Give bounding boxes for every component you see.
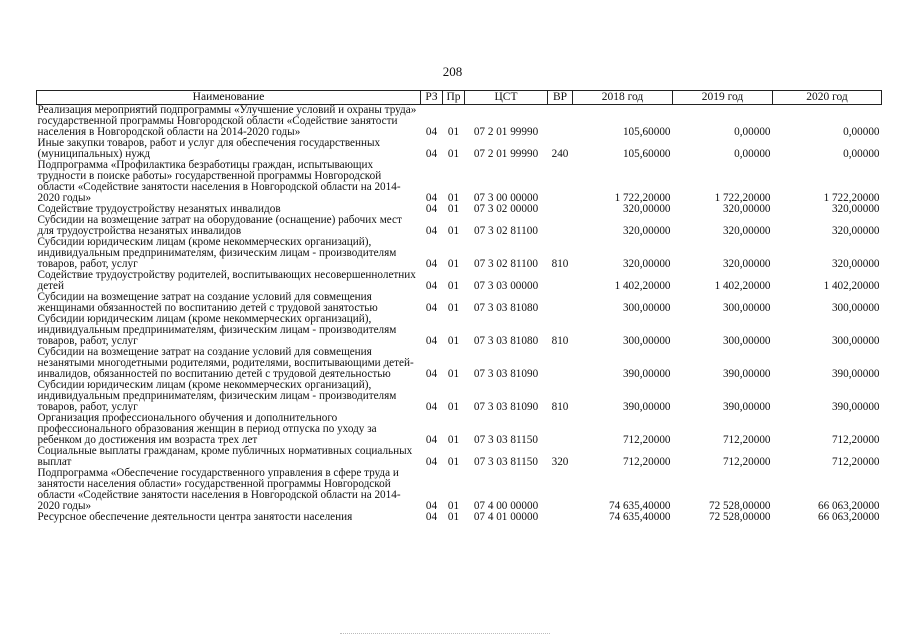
table-row — [37, 138, 882, 160]
row-pr: 01 — [447, 511, 460, 523]
row-2018: 320,00000 — [622, 203, 671, 215]
row-pr: 01 — [447, 456, 460, 468]
row-2018: 390,00000 — [622, 401, 671, 413]
row-vr — [548, 105, 573, 139]
row-cst: 07 3 03 00000 — [473, 280, 539, 292]
row-pr: 01 — [447, 203, 460, 215]
table-row — [37, 160, 882, 204]
row-pr: 01 — [447, 148, 460, 160]
row-name: Субсидии на возмещение затрат на оборудование (оснащение) рабочих мест для трудоустройства незанятых инвалидов — [37, 214, 402, 237]
row-vr: 810 — [551, 258, 569, 270]
row-cst: 07 2 01 99990 — [473, 126, 539, 138]
row-cst: 07 3 03 81090 — [473, 401, 539, 413]
table-row — [37, 413, 882, 446]
row-vr — [548, 160, 573, 204]
row-vr — [548, 215, 573, 237]
row-name: Организация профессионального обучения и дополнительного профессионального образования женщин в период отпуска по уходу за ребенком до достижения им возраста трех лет — [37, 412, 377, 446]
row-cst: 07 3 03 81080 — [473, 302, 539, 314]
row-pr: 01 — [447, 401, 460, 413]
row-vr: 810 — [551, 401, 569, 413]
row-rz: 04 — [425, 335, 438, 347]
row-vr — [548, 512, 573, 523]
row-2019: 0,00000 — [734, 148, 771, 160]
row-pr: 01 — [447, 500, 460, 512]
row-name: Реализация мероприятий подпрограммы «Улучшение условий и охраны труда» государственной программы Новгородской области «Содействие занятости населения в Новгородской области на 2014-2020 годы» — [37, 104, 417, 138]
row-2018: 712,20000 — [622, 456, 671, 468]
scan-artifact — [340, 633, 550, 636]
row-2019: 1 722,20000 — [714, 192, 771, 204]
row-cst: 07 3 03 81150 — [474, 434, 538, 446]
row-name: Иные закупки товаров, работ и услуг для обеспечения государственных (муниципальных) нужд — [37, 137, 381, 160]
row-2018: 320,00000 — [622, 225, 671, 237]
page-number: 208 — [442, 64, 463, 79]
row-vr — [548, 468, 573, 512]
row-2020: 712,20000 — [831, 434, 880, 446]
row-2018: 74 635,40000 — [608, 500, 671, 512]
row-cst: 07 3 03 81080 — [473, 335, 539, 347]
row-cst: 07 4 01 00000 — [473, 511, 539, 523]
row-cst: 07 2 01 99990 — [473, 148, 539, 160]
row-2020: 0,00000 — [843, 148, 880, 160]
row-pr: 01 — [447, 368, 460, 380]
row-pr: 01 — [447, 225, 460, 237]
row-2018: 105,60000 — [622, 126, 671, 138]
row-rz: 04 — [425, 203, 438, 215]
row-2018: 300,00000 — [622, 302, 671, 314]
row-rz: 04 — [425, 368, 438, 380]
row-vr — [548, 204, 573, 215]
row-cst: 07 3 00 00000 — [473, 192, 539, 204]
row-rz: 04 — [425, 511, 438, 523]
row-cst: 07 4 00 00000 — [473, 500, 539, 512]
col-header-2018: 2018 год — [573, 91, 673, 105]
row-vr: 320 — [551, 456, 569, 468]
row-2019: 390,00000 — [722, 368, 771, 380]
row-cst: 07 3 02 00000 — [473, 203, 539, 215]
budget-table — [36, 90, 882, 523]
row-2018: 1 722,20000 — [614, 192, 671, 204]
row-2018: 320,00000 — [622, 258, 671, 270]
row-pr: 01 — [447, 302, 460, 314]
row-name: Субсидии на возмещение затрат на создание условий для совмещения женщинами обязанностей по воспитанию детей с трудовой занятостью — [37, 291, 378, 314]
row-2019: 72 528,00000 — [708, 511, 771, 523]
row-rz: 04 — [425, 192, 438, 204]
row-name: Субсидии юридическим лицам (кроме некоммерческих организаций), индивидуальным предпринимателям, физическим лицам - производителям товаров, работ, услуг — [37, 379, 397, 413]
col-header-pr: Пр — [443, 91, 465, 105]
row-cst: 07 3 02 81100 — [474, 258, 538, 270]
table-row — [37, 446, 882, 468]
table-row — [37, 468, 882, 512]
row-2019: 712,20000 — [722, 456, 771, 468]
table-row — [37, 314, 882, 347]
row-rz: 04 — [425, 258, 438, 270]
row-2020: 712,20000 — [831, 456, 880, 468]
row-vr — [548, 413, 573, 446]
row-cst: 07 3 02 81100 — [474, 225, 538, 237]
row-name: Субсидии юридическим лицам (кроме некоммерческих организаций), индивидуальным предпринимателям, физическим лицам - производителям товаров, работ, услуг — [37, 313, 397, 347]
row-2019: 1 402,20000 — [714, 280, 771, 292]
row-2020: 0,00000 — [843, 126, 880, 138]
row-2018: 300,00000 — [622, 335, 671, 347]
row-2020: 66 063,20000 — [817, 500, 880, 512]
row-rz: 04 — [425, 434, 438, 446]
row-name: Содействие трудоустройству незанятых инвалидов — [37, 203, 281, 215]
col-header-name: Наименование — [37, 91, 421, 105]
row-2020: 320,00000 — [831, 203, 880, 215]
table-row — [37, 237, 882, 270]
row-2020: 1 402,20000 — [823, 280, 880, 292]
table-row — [37, 215, 882, 237]
row-vr — [548, 292, 573, 314]
table-row — [37, 512, 882, 523]
row-pr: 01 — [447, 192, 460, 204]
row-vr — [548, 270, 573, 292]
table-row — [37, 347, 882, 380]
row-cst: 07 3 03 81090 — [473, 368, 539, 380]
row-pr: 01 — [447, 280, 460, 292]
row-2020: 390,00000 — [831, 401, 880, 413]
row-vr: 810 — [551, 335, 569, 347]
row-2019: 320,00000 — [722, 258, 771, 270]
row-rz: 04 — [425, 401, 438, 413]
row-2019: 0,00000 — [734, 126, 771, 138]
row-name: Подпрограмма «Обеспечение государственного управления в сфере труда и занятости населения области» государственной программы Новгородской области «Содействие занятости населения в Новгородской области на 2014-2020 годы» — [37, 467, 401, 512]
row-vr: 240 — [551, 148, 569, 160]
row-rz: 04 — [425, 456, 438, 468]
col-header-2019: 2019 год — [673, 91, 773, 105]
row-name: Подпрограмма «Профилактика безработицы граждан, испытывающих трудности в поиске работы» государственной программы Новгородской области «Содействие занятости населения в Новгородской области на 2014-2020 годы» — [37, 159, 401, 204]
row-rz: 04 — [425, 280, 438, 292]
row-2018: 712,20000 — [622, 434, 671, 446]
col-header-cst: ЦСТ — [465, 91, 548, 105]
table-row — [37, 270, 882, 292]
row-2019: 390,00000 — [722, 401, 771, 413]
row-pr: 01 — [447, 126, 460, 138]
row-name: Ресурсное обеспечение деятельности центра занятости населения — [37, 511, 353, 523]
table-row — [37, 380, 882, 413]
row-rz: 04 — [425, 302, 438, 314]
row-2020: 66 063,20000 — [817, 511, 880, 523]
row-name: Субсидии юридическим лицам (кроме некоммерческих организаций), индивидуальным предпринимателям, физическим лицам - производителям товаров, работ, услуг — [37, 236, 397, 270]
row-name: Содействие трудоустройству родителей, воспитывающих несовершеннолетних детей — [37, 269, 416, 292]
table-row — [37, 292, 882, 314]
row-rz: 04 — [425, 148, 438, 160]
row-vr — [548, 347, 573, 380]
row-2018: 1 402,20000 — [614, 280, 671, 292]
row-2020: 300,00000 — [831, 302, 880, 314]
row-2018: 105,60000 — [622, 148, 671, 160]
row-2020: 320,00000 — [831, 258, 880, 270]
row-2019: 300,00000 — [722, 302, 771, 314]
row-2020: 1 722,20000 — [823, 192, 880, 204]
row-2018: 74 635,40000 — [608, 511, 671, 523]
row-2018: 390,00000 — [622, 368, 671, 380]
col-header-rz: РЗ — [421, 91, 443, 105]
row-2019: 320,00000 — [722, 225, 771, 237]
row-2019: 712,20000 — [722, 434, 771, 446]
row-name: Социальные выплаты гражданам, кроме публичных нормативных социальных выплат — [37, 445, 413, 468]
row-rz: 04 — [425, 500, 438, 512]
row-rz: 04 — [425, 126, 438, 138]
row-pr: 01 — [447, 434, 460, 446]
row-cst: 07 3 03 81150 — [474, 456, 538, 468]
row-pr: 01 — [447, 335, 460, 347]
row-2020: 320,00000 — [831, 225, 880, 237]
row-name: Субсидии на возмещение затрат на создание условий для совмещения незанятыми многодетными родителями, родителями, воспитывающими детей-инвалидов, обязанностей по воспитанию детей с трудовой деятельностью — [37, 346, 414, 380]
table-row — [37, 105, 882, 139]
col-header-vr: ВР — [548, 91, 573, 105]
header-row — [37, 91, 882, 105]
row-2019: 72 528,00000 — [708, 500, 771, 512]
row-2020: 300,00000 — [831, 335, 880, 347]
row-2020: 390,00000 — [831, 368, 880, 380]
col-header-2020: 2020 год — [773, 91, 882, 105]
row-2019: 300,00000 — [722, 335, 771, 347]
row-2019: 320,00000 — [722, 203, 771, 215]
row-rz: 04 — [425, 225, 438, 237]
row-pr: 01 — [447, 258, 460, 270]
